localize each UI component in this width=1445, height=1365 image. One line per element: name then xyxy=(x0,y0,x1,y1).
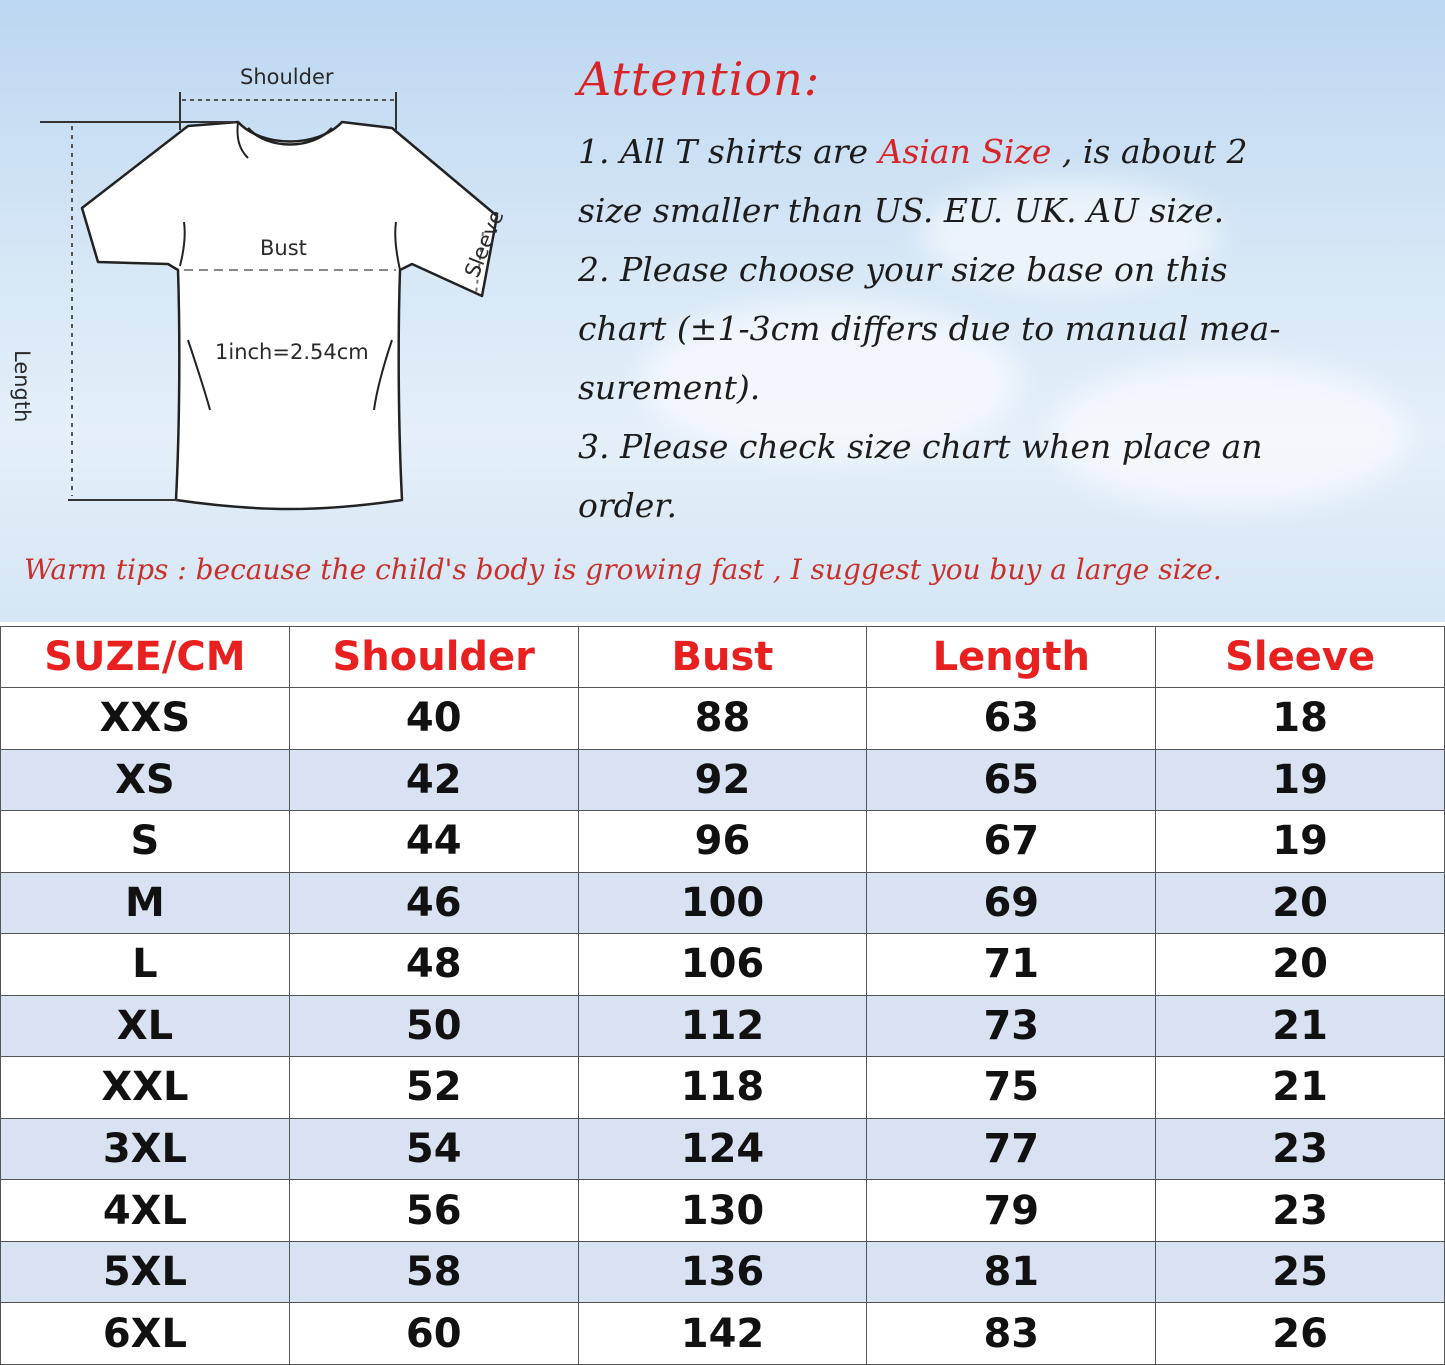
cell-size: 3XL xyxy=(1,1118,290,1180)
cell-bust: 112 xyxy=(578,995,867,1057)
attention-line-7: order. xyxy=(578,486,677,525)
cell-sleeve: 20 xyxy=(1156,872,1445,934)
cell-bust: 88 xyxy=(578,688,867,750)
table-body xyxy=(1,688,1445,1365)
bust-label: Bust xyxy=(260,236,307,260)
cell-sleeve: 18 xyxy=(1156,688,1445,750)
cell-bust: 92 xyxy=(578,749,867,811)
cell-shoulder: 48 xyxy=(289,934,578,996)
cell-size: 4XL xyxy=(1,1180,290,1242)
cell-length: 73 xyxy=(867,995,1156,1057)
cell-shoulder: 56 xyxy=(289,1180,578,1242)
header-bust: Bust xyxy=(578,627,867,688)
cell-sleeve: 23 xyxy=(1156,1118,1445,1180)
cell-shoulder: 42 xyxy=(289,749,578,811)
attention-title: Attention: xyxy=(578,52,821,106)
table-row xyxy=(1,1118,1445,1180)
table-row xyxy=(1,1303,1445,1365)
sleeve-label: Sleeve xyxy=(460,206,509,281)
cell-length: 83 xyxy=(867,1303,1156,1365)
table-row xyxy=(1,1241,1445,1303)
attention-line-1-start: 1. All T shirts are xyxy=(578,132,879,171)
header-length: Length xyxy=(867,627,1156,688)
table-row xyxy=(1,811,1445,873)
cell-bust: 106 xyxy=(578,934,867,996)
table-row xyxy=(1,1057,1445,1119)
cell-length: 69 xyxy=(867,872,1156,934)
table-row xyxy=(1,749,1445,811)
header-size: SUZE/CM xyxy=(1,627,290,688)
attention-line-4: chart (±1-3cm differs due to manual mea- xyxy=(578,309,1281,348)
cell-bust: 142 xyxy=(578,1303,867,1365)
cell-size: XS xyxy=(1,749,290,811)
attention-line-6: 3. Please check size chart when place an xyxy=(578,427,1263,466)
attention-line-1-end: , is about 2 xyxy=(1051,132,1248,171)
attention-line-1 xyxy=(578,132,1248,171)
cell-shoulder: 40 xyxy=(289,688,578,750)
cell-size: XL xyxy=(1,995,290,1057)
attention-line-3: 2. Please choose your size base on this xyxy=(578,250,1228,289)
cell-sleeve: 19 xyxy=(1156,749,1445,811)
cell-bust: 136 xyxy=(578,1241,867,1303)
cell-shoulder: 46 xyxy=(289,872,578,934)
cell-length: 75 xyxy=(867,1057,1156,1119)
cell-shoulder: 44 xyxy=(289,811,578,873)
cell-sleeve: 21 xyxy=(1156,995,1445,1057)
table-row xyxy=(1,688,1445,750)
table-row xyxy=(1,995,1445,1057)
cell-shoulder: 58 xyxy=(289,1241,578,1303)
cell-length: 67 xyxy=(867,811,1156,873)
cell-bust: 100 xyxy=(578,872,867,934)
cell-shoulder: 54 xyxy=(289,1118,578,1180)
length-label: Length xyxy=(10,350,34,423)
cell-sleeve: 21 xyxy=(1156,1057,1445,1119)
table-header-row xyxy=(1,627,1445,688)
cell-length: 77 xyxy=(867,1118,1156,1180)
table-row xyxy=(1,872,1445,934)
size-chart-table xyxy=(0,626,1445,1365)
cell-length: 79 xyxy=(867,1180,1156,1242)
cell-size: 5XL xyxy=(1,1241,290,1303)
asian-size-highlight: Asian Size xyxy=(878,132,1052,171)
cell-sleeve: 23 xyxy=(1156,1180,1445,1242)
table-row xyxy=(1,1180,1445,1242)
cell-bust: 118 xyxy=(578,1057,867,1119)
header-shoulder: Shoulder xyxy=(289,627,578,688)
info-banner xyxy=(0,0,1445,622)
cell-sleeve: 25 xyxy=(1156,1241,1445,1303)
shoulder-label: Shoulder xyxy=(240,65,334,89)
cell-size: L xyxy=(1,934,290,996)
cell-size: 6XL xyxy=(1,1303,290,1365)
cell-size: M xyxy=(1,872,290,934)
cell-bust: 130 xyxy=(578,1180,867,1242)
cell-length: 71 xyxy=(867,934,1156,996)
attention-line-2: size smaller than US. EU. UK. AU size. xyxy=(578,191,1225,230)
warm-tips: Warm tips : because the child's body is growing fast , I suggest you buy a large size. xyxy=(24,553,1222,586)
cell-shoulder: 60 xyxy=(289,1303,578,1365)
cell-sleeve: 19 xyxy=(1156,811,1445,873)
cell-shoulder: 52 xyxy=(289,1057,578,1119)
cell-size: XXS xyxy=(1,688,290,750)
cell-length: 81 xyxy=(867,1241,1156,1303)
cell-length: 63 xyxy=(867,688,1156,750)
cell-length: 65 xyxy=(867,749,1156,811)
table-row xyxy=(1,934,1445,996)
cell-sleeve: 20 xyxy=(1156,934,1445,996)
cell-shoulder: 50 xyxy=(289,995,578,1057)
cell-bust: 96 xyxy=(578,811,867,873)
cell-sleeve: 26 xyxy=(1156,1303,1445,1365)
conversion-label: 1inch=2.54cm xyxy=(215,340,369,364)
header-sleeve: Sleeve xyxy=(1156,627,1445,688)
cell-size: S xyxy=(1,811,290,873)
cell-size: XXL xyxy=(1,1057,290,1119)
cell-bust: 124 xyxy=(578,1118,867,1180)
attention-line-5: surement). xyxy=(578,368,761,407)
